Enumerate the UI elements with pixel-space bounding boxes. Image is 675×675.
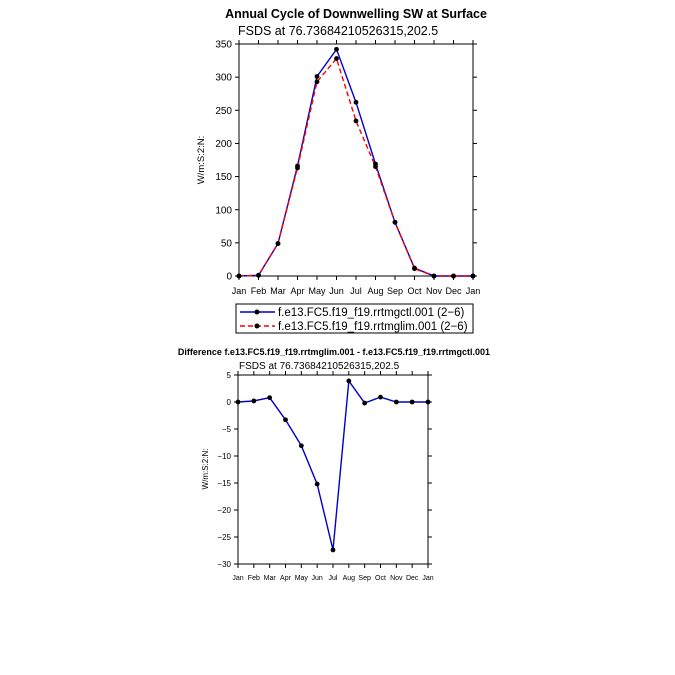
bottom-chart-x-tick-label: Apr	[280, 575, 291, 582]
top-chart-subtitle: FSDS at 76.73684210526315,202.5	[238, 24, 439, 38]
bottom-chart-data-point	[426, 400, 431, 405]
bottom-chart-data-point	[251, 399, 256, 404]
top-chart-title: Annual Cycle of Downwelling SW at Surface	[225, 7, 487, 21]
top-chart-series-line-1	[239, 59, 473, 276]
top-chart-data-point	[295, 166, 300, 171]
top-chart-data-point	[373, 164, 378, 169]
top-chart-series-line-0	[239, 49, 473, 276]
bottom-chart-series	[236, 379, 431, 553]
bottom-chart-x-tick-label: Jan	[422, 575, 434, 582]
legend-label-lim: f.e13.FC5.f19_f19.rrtmglim.001 (2−6)	[278, 321, 468, 333]
legend-marker-ctl	[255, 310, 260, 315]
bottom-chart-data-point	[283, 417, 288, 422]
top-chart-x-tick-label: Aug	[367, 286, 384, 296]
top-chart-data-point	[315, 74, 320, 79]
top-chart-data-point	[451, 274, 456, 279]
top-chart-data-point	[276, 241, 281, 246]
top-chart-y-tick-label: 150	[215, 172, 232, 184]
top-chart-data-point	[354, 118, 359, 123]
bottom-chart-y-tick-label: −25	[217, 532, 231, 542]
top-chart-x-tick-label: Feb	[250, 286, 267, 296]
top-chart-data-point	[354, 100, 359, 105]
bottom-chart-y-tick-label: −30	[217, 559, 231, 569]
top-chart-x-tick-label: May	[308, 286, 326, 296]
bottom-chart-data-point	[315, 482, 320, 487]
bottom-chart-data-point	[410, 400, 415, 405]
bottom-chart	[178, 347, 490, 582]
bottom-chart-plot-frame	[238, 375, 428, 564]
bottom-chart-y-tick-label: −15	[217, 478, 231, 488]
bottom-chart-data-point	[346, 379, 351, 384]
bottom-chart-y-tick-label: −5	[221, 424, 231, 434]
bottom-chart-data-point	[378, 395, 383, 400]
top-chart-series	[237, 47, 476, 278]
bottom-chart-data-point	[267, 395, 272, 400]
top-chart-y-tick-label: 50	[220, 238, 232, 250]
bottom-chart-subtitle: FSDS at 76.73684210526315,202.5	[239, 361, 400, 372]
bottom-chart-y-tick-label: 5	[226, 370, 231, 380]
top-chart-y-tick-label: 100	[215, 205, 232, 217]
bottom-chart-data-point	[394, 400, 399, 405]
bottom-chart-x-tick-label: Feb	[247, 575, 260, 582]
top-chart	[196, 7, 487, 333]
bottom-chart-y-tick-label: −10	[217, 451, 231, 461]
bottom-chart-x-tick-label: Jul	[328, 575, 338, 582]
top-chart-data-point	[334, 56, 339, 61]
top-chart-x-tick-label: Apr	[290, 286, 305, 296]
top-chart-y-tick-label: 250	[215, 105, 232, 117]
bottom-chart-x-tick-label: Jan	[232, 575, 244, 582]
bottom-chart-x-tick-label: Oct	[375, 575, 386, 582]
bottom-chart-data-point	[331, 548, 336, 553]
top-chart-x-tick-label: Jan	[465, 286, 481, 296]
bottom-chart-x-tick-label: Nov	[390, 575, 403, 582]
top-chart-data-point	[412, 266, 417, 271]
bottom-chart-title: Difference f.e13.FC5.f19_f19.rrtmglim.001 - f.e13.FC5.f19_f19.rrtmgctl.001	[177, 347, 491, 357]
top-chart-plot-frame	[239, 44, 473, 276]
bottom-chart-data-point	[362, 401, 367, 406]
bottom-chart-series-line-0	[238, 381, 428, 550]
top-chart-y-tick-label: 0	[226, 271, 232, 283]
top-chart-x-tick-label: Mar	[270, 286, 286, 296]
top-chart-y-tick-label: 200	[215, 139, 232, 151]
bottom-chart-x-tick-label: Dec	[405, 575, 419, 582]
bottom-chart-data-point	[236, 400, 241, 405]
bottom-chart-data-point	[299, 443, 304, 448]
legend-marker-lim	[255, 324, 260, 329]
top-chart-legend	[236, 304, 473, 333]
top-chart-data-point	[237, 274, 242, 279]
top-chart-data-point	[432, 274, 437, 279]
bottom-chart-y-tick-label: 0	[226, 397, 231, 407]
bottom-chart-x-tick-label: Mar	[263, 575, 276, 582]
top-chart-x-tick-label: Jun	[329, 286, 344, 296]
top-chart-x-tick-label: Jul	[350, 286, 362, 296]
top-chart-x-tick-label: Sep	[386, 286, 404, 296]
top-chart-data-point	[334, 47, 339, 52]
bottom-chart-y-axis-label: W/m:S:2:N:	[201, 448, 210, 490]
legend-label-ctl: f.e13.FC5.f19_f19.rrtmgctl.001 (2−6)	[278, 307, 465, 319]
bottom-chart-x-tick-label: Sep	[358, 575, 371, 582]
top-chart-x-tick-label: Oct	[407, 286, 422, 296]
bottom-chart-y-tick-label: −20	[217, 505, 231, 515]
top-chart-y-tick-label: 350	[215, 39, 232, 51]
top-chart-data-point	[315, 79, 320, 84]
bottom-chart-x-tick-label: Aug	[342, 575, 356, 582]
bottom-chart-x-tick-label: May	[294, 575, 308, 582]
top-chart-x-tick-label: Dec	[445, 286, 462, 296]
bottom-chart-x-tick-label: Jun	[311, 575, 323, 582]
top-chart-x-tick-label: Nov	[425, 286, 443, 296]
top-chart-y-axis-label: W/m:S:2:N:	[196, 135, 207, 185]
top-chart-x-tick-label: Jan	[231, 286, 247, 296]
top-chart-data-point	[393, 220, 398, 225]
top-chart-y-tick-label: 300	[215, 72, 232, 84]
top-chart-data-point	[256, 273, 261, 278]
top-chart-data-point	[471, 274, 476, 279]
